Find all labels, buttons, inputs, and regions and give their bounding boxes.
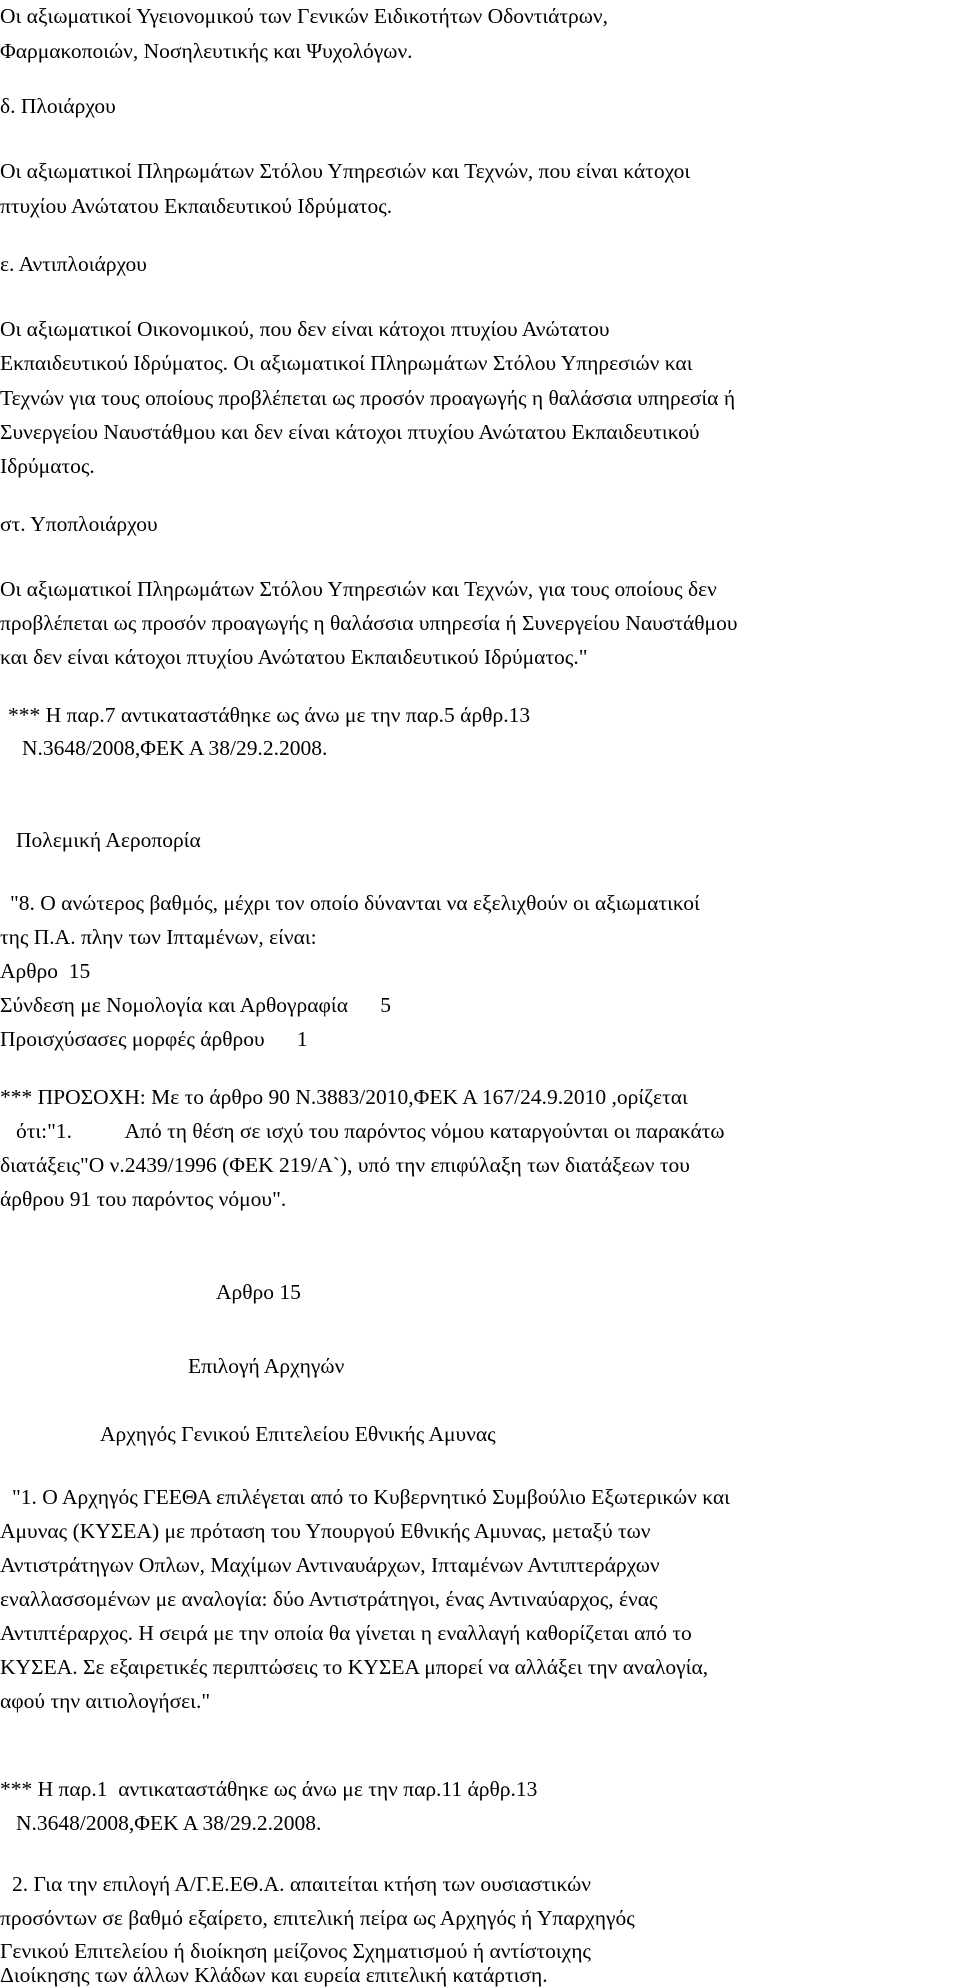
text-line: Οι αξιωματικοί Οικονομικού, που δεν είναι κάτοχοι πτυχίου Ανώτατου xyxy=(0,317,610,341)
text-line: Αμυνας (ΚΥΣΕΑ) με πρόταση του Υπουργού Εθνικής Αμυνας, μεταξύ των xyxy=(0,1519,651,1543)
text-line: "8. Ο ανώτερος βαθμός, μέχρι τον οποίο δύνανται να εξελιχθούν οι αξιωματικοί xyxy=(10,891,700,915)
text-line: Αντιστράτηγων Οπλων, Μαχίμων Αντιναυάρχων, Ιπταμένων Αντιπτεράρχων xyxy=(0,1553,660,1577)
article-subtitle: Επιλογή Αρχηγών xyxy=(188,1354,345,1378)
text-line: Φαρμακοποιών, Νοσηλευτικής και Ψυχολόγων. xyxy=(0,39,413,63)
text-line: εναλλασσομένων με αναλογία: δύο Αντιστράτηγοι, ένας Αντιναύαρχος, ένας xyxy=(0,1587,658,1611)
amendment-note: Ν.3648/2008,ΦΕΚ Α 38/29.2.2008. xyxy=(22,736,328,760)
text-line: Αντιπτέραρχος. Η σειρά με την οποία θα γίνεται η εναλλαγή καθορίζεται από το xyxy=(0,1621,692,1645)
amendment-note: *** ΠΡΟΣΟΧΗ: Με το άρθρο 90 Ν.3883/2010,ΦΕΚ Α 167/24.9.2010 ,ορίζεται xyxy=(0,1085,688,1109)
text-line: Οι αξιωματικοί Υγειονομικού των Γενικών Ειδικοτήτων Οδοντιάτρων, xyxy=(0,4,609,28)
text-line: προβλέπεται ως προσόν προαγωγής η θαλάσσια υπηρεσία ή Συνεργείου Ναυστάθμου xyxy=(0,611,738,635)
text-line: Οι αξιωματικοί Πληρωμάτων Στόλου Υπηρεσιών και Τεχνών, που είναι κάτοχοι xyxy=(0,159,691,183)
amendment-note: *** Η παρ.1 αντικαταστάθηκε ως άνω με την παρ.11 άρθρ.13 xyxy=(0,1777,538,1801)
text-line: της Π.Α. πλην των Ιπταμένων, είναι: xyxy=(0,925,317,949)
article-title: Αρθρο 15 xyxy=(216,1280,301,1304)
text-line: Οι αξιωματικοί Πληρωμάτων Στόλου Υπηρεσιών και Τεχνών, για τους οποίους δεν xyxy=(0,577,717,601)
article-link[interactable]: Αρθρο 15 xyxy=(0,959,91,983)
text-line: Ιδρύματος. xyxy=(0,454,95,478)
section-heading: Πολεμική Αεροπορία xyxy=(16,828,201,852)
text-line: αφού την αιτιολογήσει." xyxy=(0,1689,211,1713)
article-subtitle: Αρχηγός Γενικού Επιτελείου Εθνικής Αμυνας xyxy=(100,1422,496,1446)
text-line: "1. Ο Αρχηγός ΓΕΕΘΑ επιλέγεται από το Κυβερνητικό Συμβούλιο Εξωτερικών και xyxy=(12,1485,730,1509)
section-heading: δ. Πλοιάρχου xyxy=(0,94,116,118)
amendment-note: διατάξεις"Ο ν.2439/1996 (ΦΕΚ 219/Α`), υπό την επιφύλαξη των διατάξεων του xyxy=(0,1153,690,1177)
text-line: Εκπαιδευτικού Ιδρύματος. Οι αξιωματικοί Πληρωμάτων Στόλου Υπηρεσιών και xyxy=(0,351,693,375)
text-line: Τεχνών για τους οποίους προβλέπεται ως προσόν προαγωγής η θαλάσσια υπηρεσία ή xyxy=(0,386,736,410)
amendment-note: Ν.3648/2008,ΦΕΚ Α 38/29.2.2008. xyxy=(16,1811,322,1835)
text-line: πτυχίου Ανώτατου Εκπαιδευτικού Ιδρύματος. xyxy=(0,194,393,218)
text-line: ΚΥΣΕΑ. Σε εξαιρετικές περιπτώσεις το ΚΥΣΕΑ μπορεί να αλλάξει την αναλογία, xyxy=(0,1655,709,1679)
previous-versions-link[interactable]: Προισχύσασες μορφές άρθρου 1 xyxy=(0,1027,308,1051)
section-heading: ε. Αντιπλοιάρχου xyxy=(0,252,147,276)
text-line: Συνεργείου Ναυστάθμου και δεν είναι κάτοχοι πτυχίου Ανώτατου Εκπαιδευτικού xyxy=(0,420,700,444)
amendment-note: ότι:"1. Από τη θέση σε ισχύ του παρόντος νόμου καταργούνται οι παρακάτω xyxy=(16,1119,725,1143)
text-line: Διοίκησης των άλλων Κλάδων και ευρεία επιτελική κατάρτιση. xyxy=(0,1963,548,1987)
case-law-link[interactable]: Σύνδεση με Νομολογία και Αρθογραφία 5 xyxy=(0,993,391,1017)
text-line: 2. Για την επιλογή Α/Γ.Ε.ΕΘ.Α. απαιτείται κτήση των ουσιαστικών xyxy=(12,1872,591,1896)
section-heading: στ. Υποπλοιάρχου xyxy=(0,512,158,536)
amendment-note: *** Η παρ.7 αντικαταστάθηκε ως άνω με την παρ.5 άρθρ.13 xyxy=(8,703,531,727)
text-line: προσόντων σε βαθμό εξαίρετο, επιτελική πείρα ως Αρχηγός ή Υπαρχηγός xyxy=(0,1906,635,1930)
text-line: Γενικού Επιτελείου ή διοίκηση μείζονος Σχηματισμού ή αντίστοιχης xyxy=(0,1939,591,1963)
amendment-note: άρθρου 91 του παρόντος νόμου". xyxy=(0,1187,287,1211)
text-line: και δεν είναι κάτοχοι πτυχίου Ανώτατου Εκπαιδευτικού Ιδρύματος." xyxy=(0,645,588,669)
